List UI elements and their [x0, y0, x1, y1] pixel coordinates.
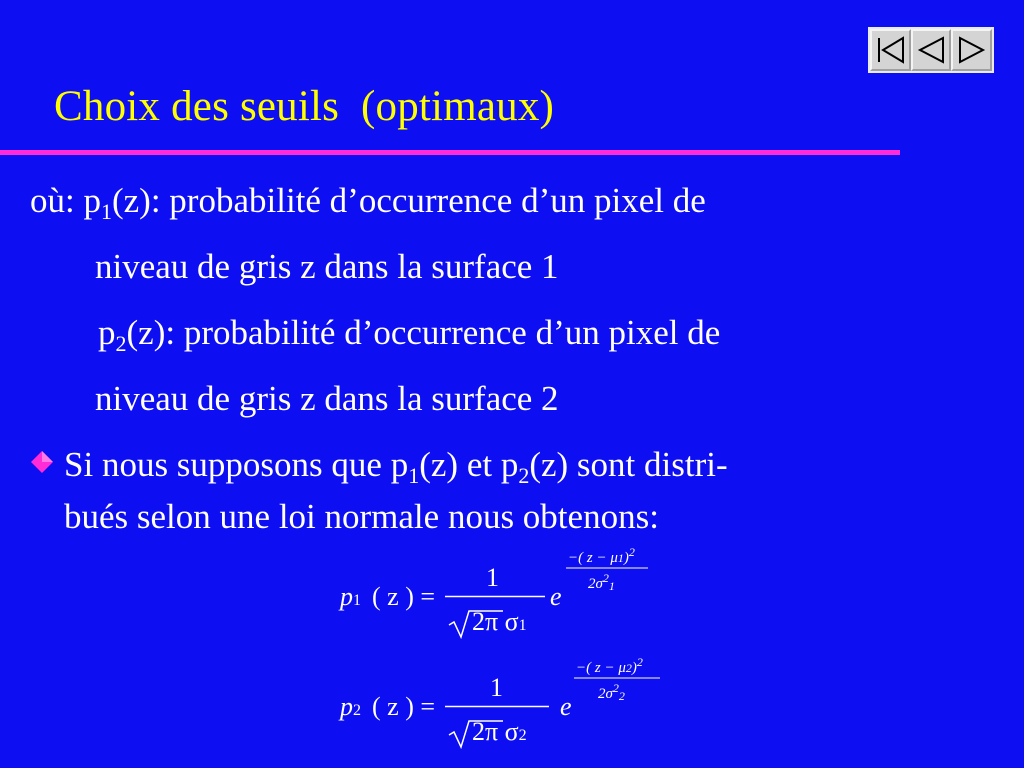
title-divider [0, 150, 900, 155]
formula2-p: p [340, 692, 353, 721]
bullet-subscript-2: 2 [518, 463, 530, 488]
formula1-e: e [550, 582, 562, 611]
text-line-1 [30, 181, 706, 224]
bullet-text-line-1 [64, 445, 728, 488]
formula1-p: p [340, 582, 353, 611]
line3-suffix: (z): probabilité d’occurrence d’un pixel de [126, 313, 721, 352]
bullet-part-3: (z) sont distri- [529, 445, 728, 484]
formula1-den-text: 2π σ [472, 607, 519, 636]
diamond-bullet-icon [30, 450, 54, 474]
skip-to-start-icon [875, 35, 905, 65]
formula2-exponent-denominator [598, 681, 625, 703]
formula1-exp-num: −( z − μ [568, 550, 618, 566]
triangle-left-icon [916, 35, 946, 65]
line3-prefix: p [98, 313, 116, 352]
formula1-exp-num-sup: 2 [628, 545, 635, 559]
formula2-exp-den-sup: 2 [612, 681, 619, 695]
text-line-4: niveau de gris z dans la surface 2 [95, 379, 559, 418]
formula2-exponent-bar [574, 677, 662, 680]
line1-prefix: où: p [30, 181, 101, 220]
formula2-lhs-rest: ( z ) = [372, 692, 436, 721]
formula2-exp-num: −( z − μ [576, 660, 626, 676]
text-line-3 [98, 313, 721, 356]
bullet-text-line-2: bués selon une loi normale nous obtenons: [64, 497, 659, 536]
formula2-e: e [560, 692, 572, 721]
formula1-den-subscript: 1 [518, 617, 527, 634]
formula1-exp-den-sup: 2 [602, 571, 609, 585]
formula2-exp-den-sub: 2 [618, 689, 625, 703]
line1-subscript: 1 [100, 199, 112, 224]
formula1-numerator: 1 [486, 563, 499, 592]
next-slide-button[interactable] [951, 29, 992, 71]
formula1-exponent-numerator [568, 545, 635, 567]
formula1-exp-den-sub: 1 [608, 579, 615, 593]
formula2-exp-den: 2σ [598, 686, 613, 702]
formula2-exp-num-sub: 2 [625, 661, 632, 675]
formula1-exponent-bar [566, 567, 650, 570]
formula2-exp-num-sup: 2 [636, 655, 643, 669]
bullet-part-2: (z) et p [419, 445, 519, 484]
formula-p1 [340, 545, 660, 640]
formula1-exp-num-end: ) [623, 550, 629, 566]
formula2-exponent-numerator [576, 655, 643, 677]
slide-title: Choix des seuils (optimaux) [54, 83, 555, 130]
formula2-denominator [472, 717, 527, 747]
bullet-subscript-1: 1 [408, 463, 420, 488]
formula1-denominator [472, 607, 527, 637]
formula1-lhs-subscript: 1 [353, 592, 361, 609]
formula2-numerator: 1 [490, 673, 503, 702]
formula2-lhs-subscript: 2 [353, 702, 361, 719]
formula1-exp-den: 2σ [588, 576, 603, 592]
first-slide-button[interactable] [870, 29, 911, 71]
triangle-right-icon [957, 35, 987, 65]
formula2-den-text: 2π σ [472, 717, 519, 746]
slide-navigation [868, 27, 994, 73]
line3-subscript: 2 [115, 331, 127, 356]
formula2-exp-num-end: ) [631, 660, 637, 676]
formula2-den-subscript: 2 [518, 727, 527, 744]
formula1-exp-num-sub: 1 [617, 551, 624, 565]
formula1-lhs-rest: ( z ) = [372, 582, 436, 611]
formula1-exponent-denominator [588, 571, 615, 593]
formula-p2 [340, 655, 670, 755]
previous-slide-button[interactable] [911, 29, 952, 71]
bullet-part-1: Si nous supposons que p [64, 445, 409, 484]
text-line-2: niveau de gris z dans la surface 1 [95, 247, 559, 286]
line1-suffix: (z): probabilité d’occurrence d’un pixel de [111, 181, 706, 220]
